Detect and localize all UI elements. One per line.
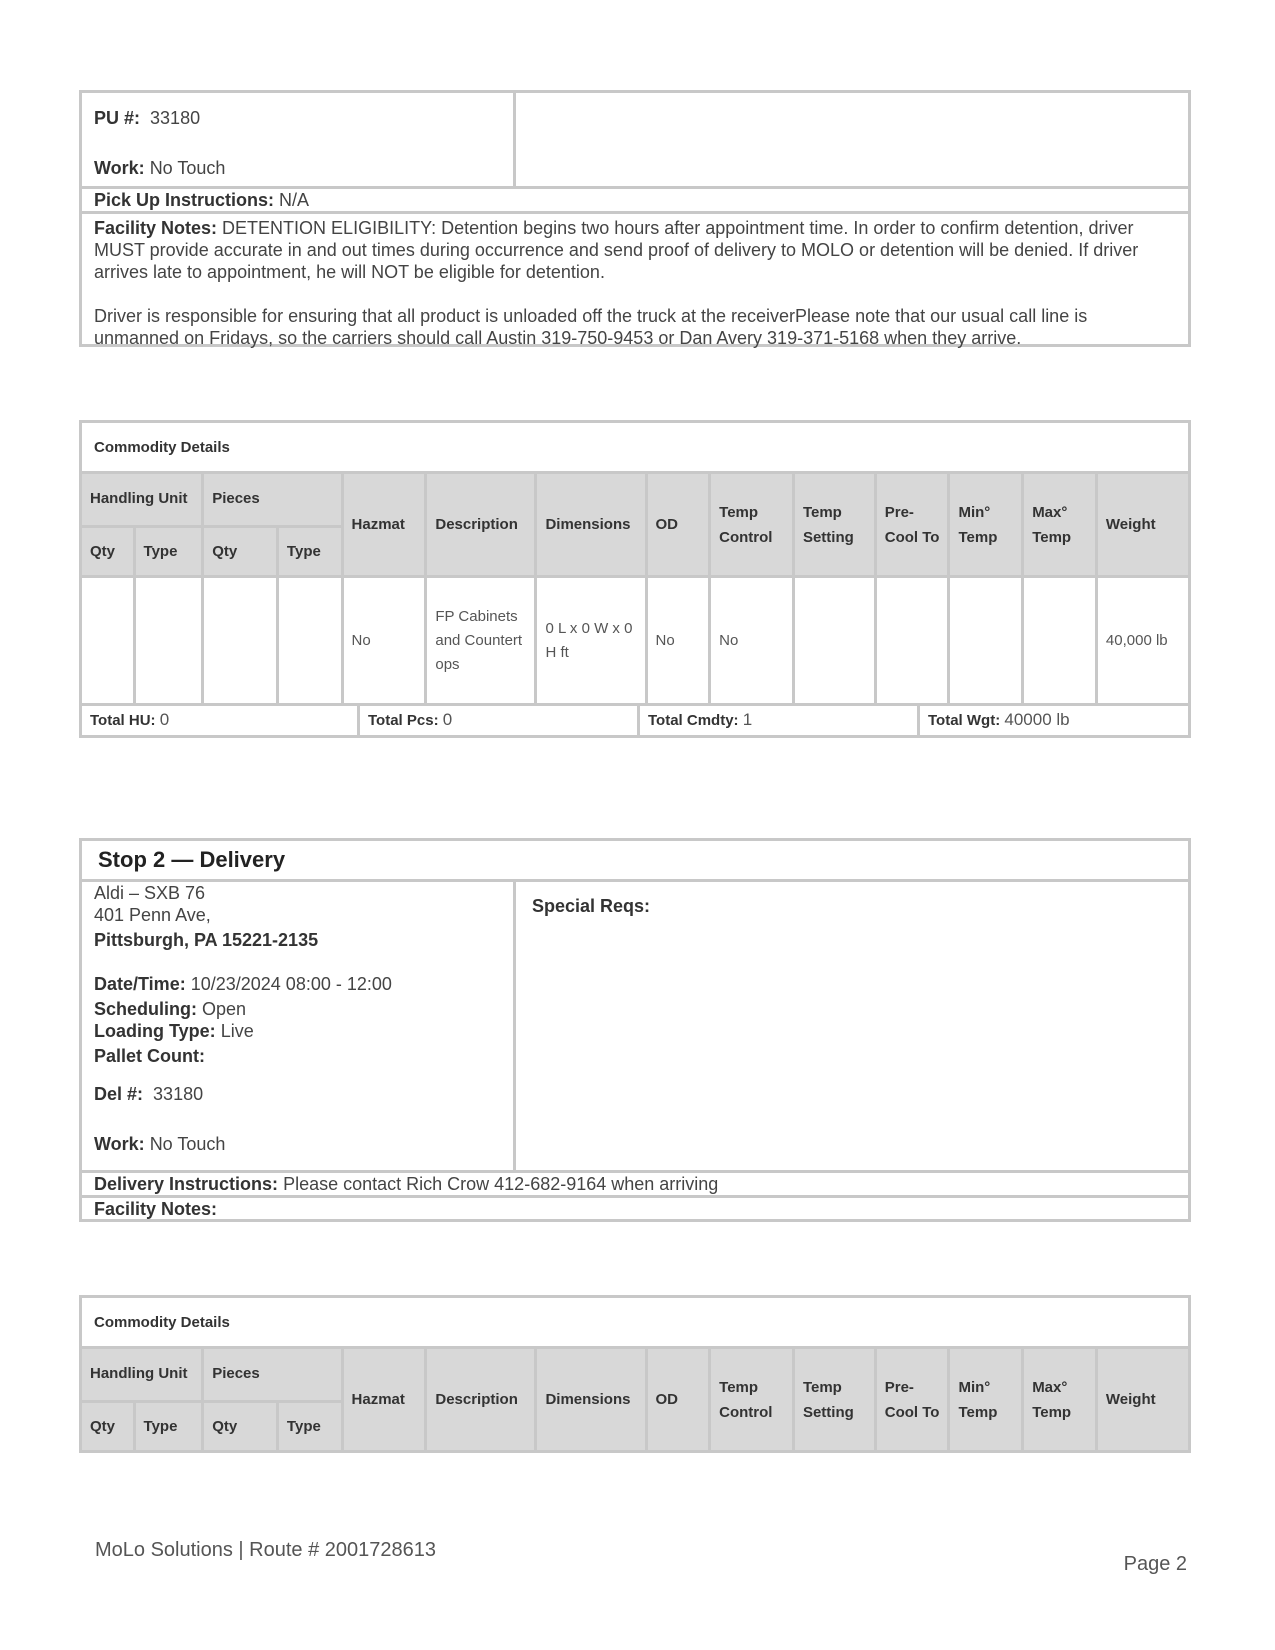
commodity-details-1 <box>79 420 1191 738</box>
cell-description: FP Cabinets and Countertops <box>426 577 536 705</box>
header-pre-cool: Pre-Cool To <box>875 1348 949 1452</box>
pickup-facility-notes: Facility Notes: DETENTION ELIGIBILITY: Detention begins two hours after appointment time. In order to confirm detention, driver MUST provide accurate in and out times during occurrence and send proof of delivery to MOLO or detention will be denied. If driver arrives late to appointment, he will NOT be eligible for detention. Driver is responsible for ensuring that all product is unloaded off the truck at the receiverPlease note that our usual call line is unmanned on Fridays, so the carriers should call Austin 319-750-9453 or Dan Avery 319-371-5168 when they arrive. <box>82 211 1188 351</box>
header-pc-qty: Qty <box>203 1402 278 1452</box>
header-weight: Weight <box>1096 473 1189 577</box>
commodity-details-2 <box>79 1295 1191 1453</box>
header-hazmat: Hazmat <box>342 1348 426 1452</box>
table-row <box>81 577 1190 705</box>
cell-temp-control: No <box>710 577 794 705</box>
header-hu-qty: Qty <box>81 527 135 577</box>
stop-loading-type: Loading Type: Live <box>94 1021 254 1041</box>
cell-od: No <box>646 577 710 705</box>
delivery-instructions: Delivery Instructions: Please contact Rich Crow 412-682-9164 when arriving <box>82 1170 1188 1195</box>
header-temp-setting: Temp Setting <box>793 473 875 577</box>
stop-work: Work: No Touch <box>94 1134 226 1154</box>
commodity-title: Commodity Details <box>81 1297 1190 1348</box>
pickup-instructions: Pick Up Instructions: N/A <box>82 186 1188 211</box>
header-hu-type: Type <box>134 527 203 577</box>
stop-name: Aldi – SXB 76 <box>94 883 206 903</box>
header-pc-type: Type <box>277 527 342 577</box>
total-cmdty: Total Cmdty: 1 <box>640 706 920 735</box>
pu-number: PU #: 33180 <box>94 108 201 128</box>
cell-weight: 40,000 lb <box>1096 577 1189 705</box>
header-pre-cool: Pre-Cool To <box>875 473 949 577</box>
stop-title: Stop 2 — Delivery <box>98 847 286 872</box>
delivery-facility-notes: Facility Notes: <box>82 1195 1188 1220</box>
stop-address-cell <box>82 882 516 1170</box>
header-max-temp: Max° Temp <box>1023 1348 1097 1452</box>
footer-page-number: Page 2 <box>1123 1553 1187 1575</box>
commodity-table-2 <box>79 1295 1191 1453</box>
pickup-details <box>79 90 1191 347</box>
header-hu-type: Type <box>134 1402 203 1452</box>
footer-route: MoLo Solutions | Route # 2001728613 <box>95 1539 437 1561</box>
cell-hazmat: No <box>342 577 426 705</box>
header-min-temp: Min° Temp <box>949 473 1023 577</box>
total-pcs: Total Pcs: 0 <box>360 706 640 735</box>
total-wgt: Total Wgt: 40000 lb <box>928 710 1070 729</box>
header-pieces: Pieces <box>203 473 342 527</box>
header-temp-control: Temp Control <box>710 1348 794 1452</box>
header-pc-qty: Qty <box>203 527 278 577</box>
header-temp-setting: Temp Setting <box>793 1348 875 1452</box>
header-od: OD <box>646 473 710 577</box>
stop-datetime: Date/Time: 10/23/2024 08:00 - 12:00 <box>94 974 392 994</box>
header-description: Description <box>426 1348 536 1452</box>
header-dimensions: Dimensions <box>536 1348 646 1452</box>
header-od: OD <box>646 1348 710 1452</box>
stop-scheduling: Scheduling: Open <box>94 999 247 1019</box>
commodity-table-1 <box>79 420 1191 706</box>
pickup-left-cell <box>82 93 516 186</box>
stop-city: Pittsburgh, PA 15221-2135 <box>94 930 319 950</box>
header-hazmat: Hazmat <box>342 473 426 577</box>
stop-2-delivery <box>79 838 1191 1222</box>
header-weight: Weight <box>1096 1348 1189 1452</box>
header-hu-qty: Qty <box>81 1402 135 1452</box>
total-hu: Total HU: 0 <box>82 706 360 735</box>
special-reqs-cell: Special Reqs: <box>532 896 651 916</box>
stop-pallet-count: Pallet Count: <box>94 1046 205 1066</box>
header-handling-unit: Handling Unit <box>81 473 203 527</box>
header-handling-unit: Handling Unit <box>81 1348 203 1402</box>
header-min-temp: Min° Temp <box>949 1348 1023 1452</box>
header-pc-type: Type <box>277 1402 342 1452</box>
header-max-temp: Max° Temp <box>1023 473 1097 577</box>
header-description: Description <box>426 473 536 577</box>
header-dimensions: Dimensions <box>536 473 646 577</box>
pickup-work: Work: No Touch <box>94 158 226 178</box>
cell-dimensions: 0 L x 0 W x 0 H ft <box>536 577 646 705</box>
header-temp-control: Temp Control <box>710 473 794 577</box>
commodity-totals <box>79 706 1191 738</box>
stop-street: 401 Penn Ave, <box>94 905 211 925</box>
stop-del-number: Del #: 33180 <box>94 1084 204 1104</box>
commodity-title: Commodity Details <box>81 422 1190 473</box>
header-pieces: Pieces <box>203 1348 342 1402</box>
